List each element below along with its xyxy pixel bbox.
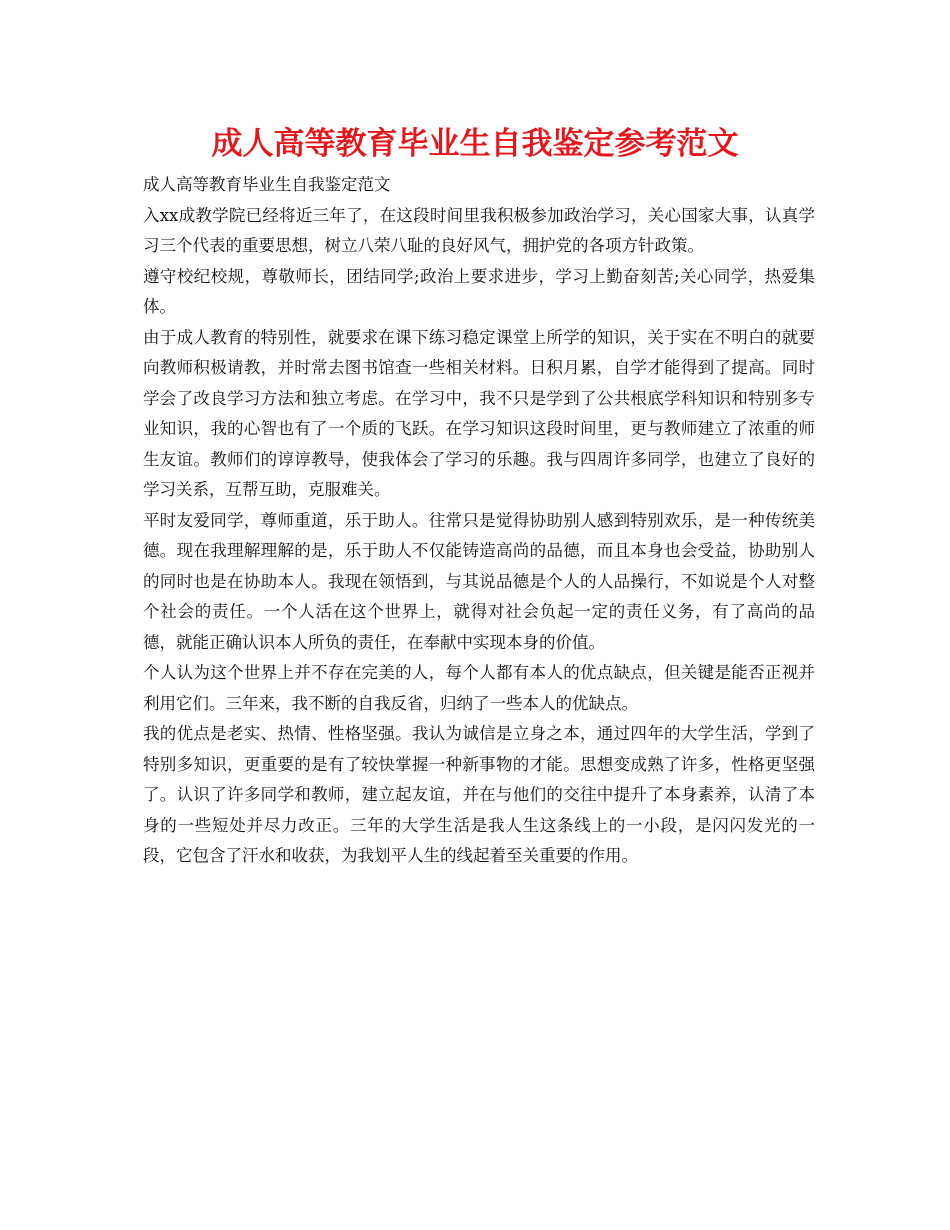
paragraph-5: 个人认为这个世界上并不存在完美的人，每个人都有本人的优点缺点，但关键是能否正视并利用它们。三年来，我不断的自我反省，归纳了一些本人的优缺点。	[143, 663, 815, 713]
document-subtitle: 成人高等教育毕业生自我鉴定范文	[143, 175, 391, 194]
paragraph-3: 由于成人教育的特别性，就要求在课下练习稳定课堂上所学的知识，关于实在不明白的就要向教师积极请教，并时常去图书馆查一些相关材料。日积月累，自学才能得到了提高。同时学会了改良学习方法和独立考虑。在学习中，我不只是学到了公共根底学科知识和特别多专业知识，我的心智也有了一个质的飞跃。在学习知识这段时间里，更与教师建立了浓重的师生友谊。教师们的谆谆教导，使我体会了学习的乐趣。我与四周许多同学，也建立了良好的学习关系，互帮互助，克服难关。	[143, 327, 815, 499]
paragraph-2: 遵守校纪校规，尊敬师长，团结同学;政治上要求进步，学习上勤奋刻苦;关心同学，热爱集体。	[143, 266, 815, 316]
document-body	[143, 170, 815, 872]
paragraph-6: 我的优点是老实、热情、性格坚强。我认为诚信是立身之本，通过四年的大学生活，学到了特别多知识，更重要的是有了较快掌握一种新事物的才能。思想变成熟了许多，性格更坚强了。认识了许多同学和教师，建立起友谊，并在与他们的交往中提升了本身素养，认清了本身的一些短处并尽力改正。三年的大学生活是我人生这条线上的一小段，是闪闪发光的一段，它包含了汗水和收获，为我划平人生的线起着至关重要的作用。	[143, 724, 815, 865]
paragraph-4: 平时友爱同学，尊师重道，乐于助人。往常只是觉得协助别人感到特别欢乐，是一种传统美德。现在我理解理解的是，乐于助人不仅能铸造高尚的品德，而且本身也会受益，协助别人的同时也是在协助本人。我现在领悟到，与其说品德是个人的人品操行，不如说是个人对整个社会的责任。一个人活在这个世界上，就得对社会负起一定的责任义务，有了高尚的品德，就能正确认识本人所负的责任，在奉献中实现本身的价值。	[143, 510, 815, 652]
paragraph-1: 入xx成教学院已经将近三年了，在这段时间里我积极参加政治学习，关心国家大事，认真学习三个代表的重要思想，树立八荣八耻的良好风气，拥护党的各项方针政策。	[143, 205, 815, 255]
document-title: 成人高等教育毕业生自我鉴定参考范文	[211, 126, 739, 162]
